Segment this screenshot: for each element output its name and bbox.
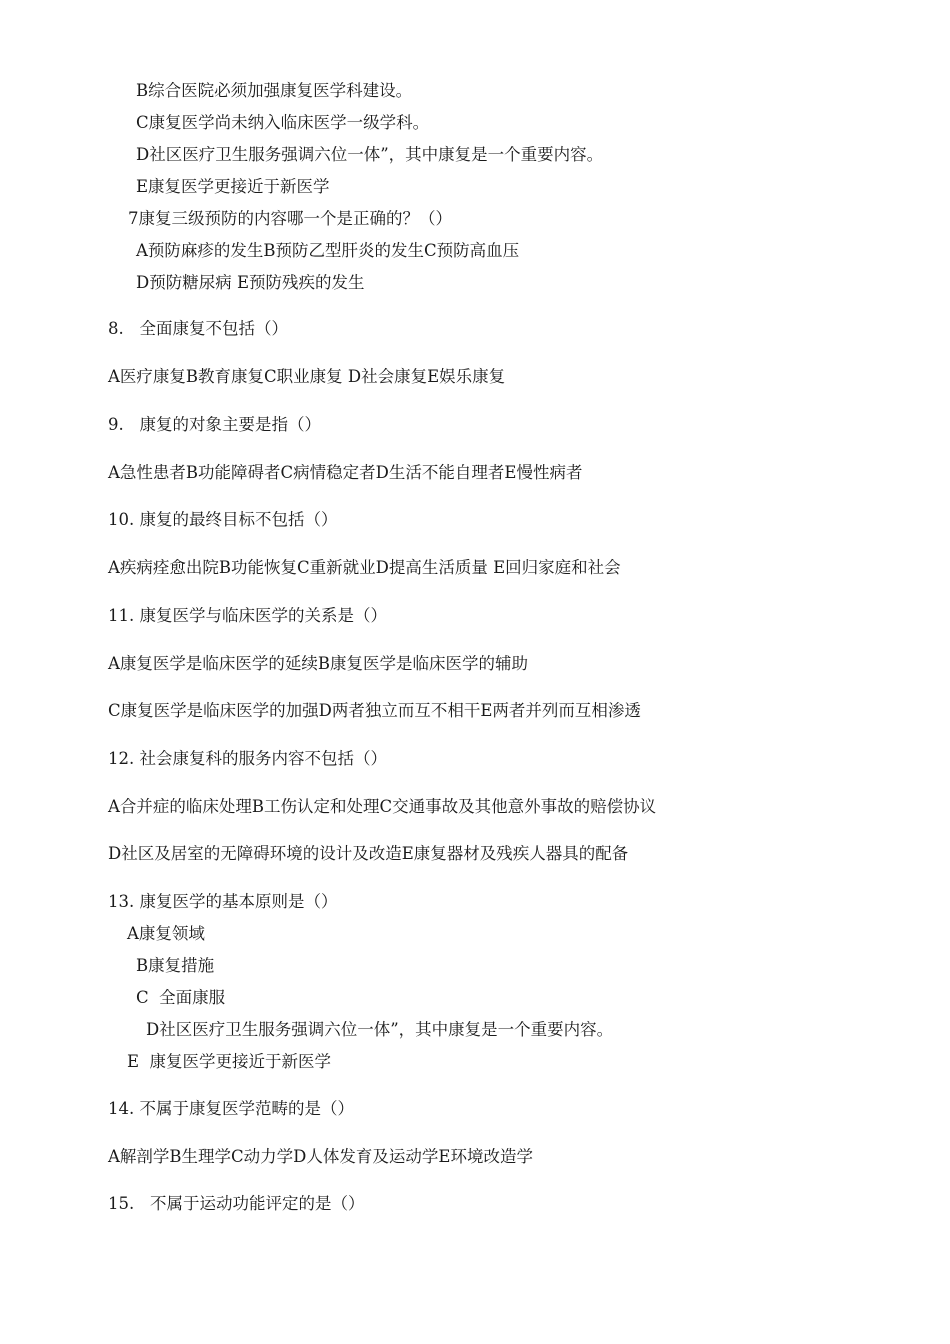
option-line: D社区及居室的无障碍环境的设计及改造E康复器材及残疾人器具的配备: [108, 844, 629, 863]
question-line: 13. 康复医学的基本原则是（）: [108, 892, 338, 911]
question-line: 8. 全面康复不包括（）: [108, 319, 288, 338]
option-line: A解剖学B生理学C动力学D人体发育及运动学E环境改造学: [108, 1147, 533, 1166]
option-line: B综合医院必须加强康复医学科建设。: [136, 81, 413, 100]
option-line: D社区医疗卫生服务强调六位一体”，其中康复是一个重要内容。: [136, 145, 604, 164]
question-line: 15. 不属于运动功能评定的是（）: [108, 1194, 365, 1213]
option-line: A预防麻疹的发生B预防乙型肝炎的发生C预防高血压: [136, 241, 520, 260]
question-line: 12. 社会康复科的服务内容不包括（）: [108, 749, 387, 768]
option-line: E康复医学更接近于新医学: [136, 177, 330, 196]
question-line: 14. 不属于康复医学范畴的是（）: [108, 1099, 354, 1118]
option-line: A疾病痊愈出院B功能恢复C重新就业D提高生活质量 E回归家庭和社会: [108, 558, 621, 577]
option-line: A康复医学是临床医学的延续B康复医学是临床医学的辅助: [108, 654, 529, 673]
question-line: 11. 康复医学与临床医学的关系是（）: [108, 606, 387, 625]
question-line: 9. 康复的对象主要是指（）: [108, 415, 321, 434]
option-line: A急性患者B功能障碍者C病情稳定者D生活不能自理者E慢性病者: [108, 463, 583, 482]
question-line: 10. 康复的最终目标不包括（）: [108, 510, 338, 529]
option-line: A合并症的临床处理B工伤认定和处理C交通事故及其他意外事故的赔偿协议: [108, 797, 657, 816]
option-line: E 康复医学更接近于新医学: [127, 1052, 332, 1071]
option-line: D预防糖尿病 E预防残疾的发生: [136, 273, 365, 292]
option-line: D社区医疗卫生服务强调六位一体”，其中康复是一个重要内容。: [146, 1020, 614, 1039]
option-line: C康复医学尚未纳入临床医学一级学科。: [136, 113, 430, 132]
option-line: A康复领域: [127, 924, 205, 943]
option-line: C康复医学是临床医学的加强D两者独立而互不相干E两者并列而互相渗透: [108, 701, 641, 720]
option-line: B康复措施: [136, 956, 215, 975]
option-line: C 全面康服: [136, 988, 226, 1007]
option-line: A医疗康复B教育康复C职业康复 D社会康复E娱乐康复: [108, 367, 506, 386]
question-line: 7康复三级预防的内容哪一个是正确的？（）: [128, 209, 452, 228]
